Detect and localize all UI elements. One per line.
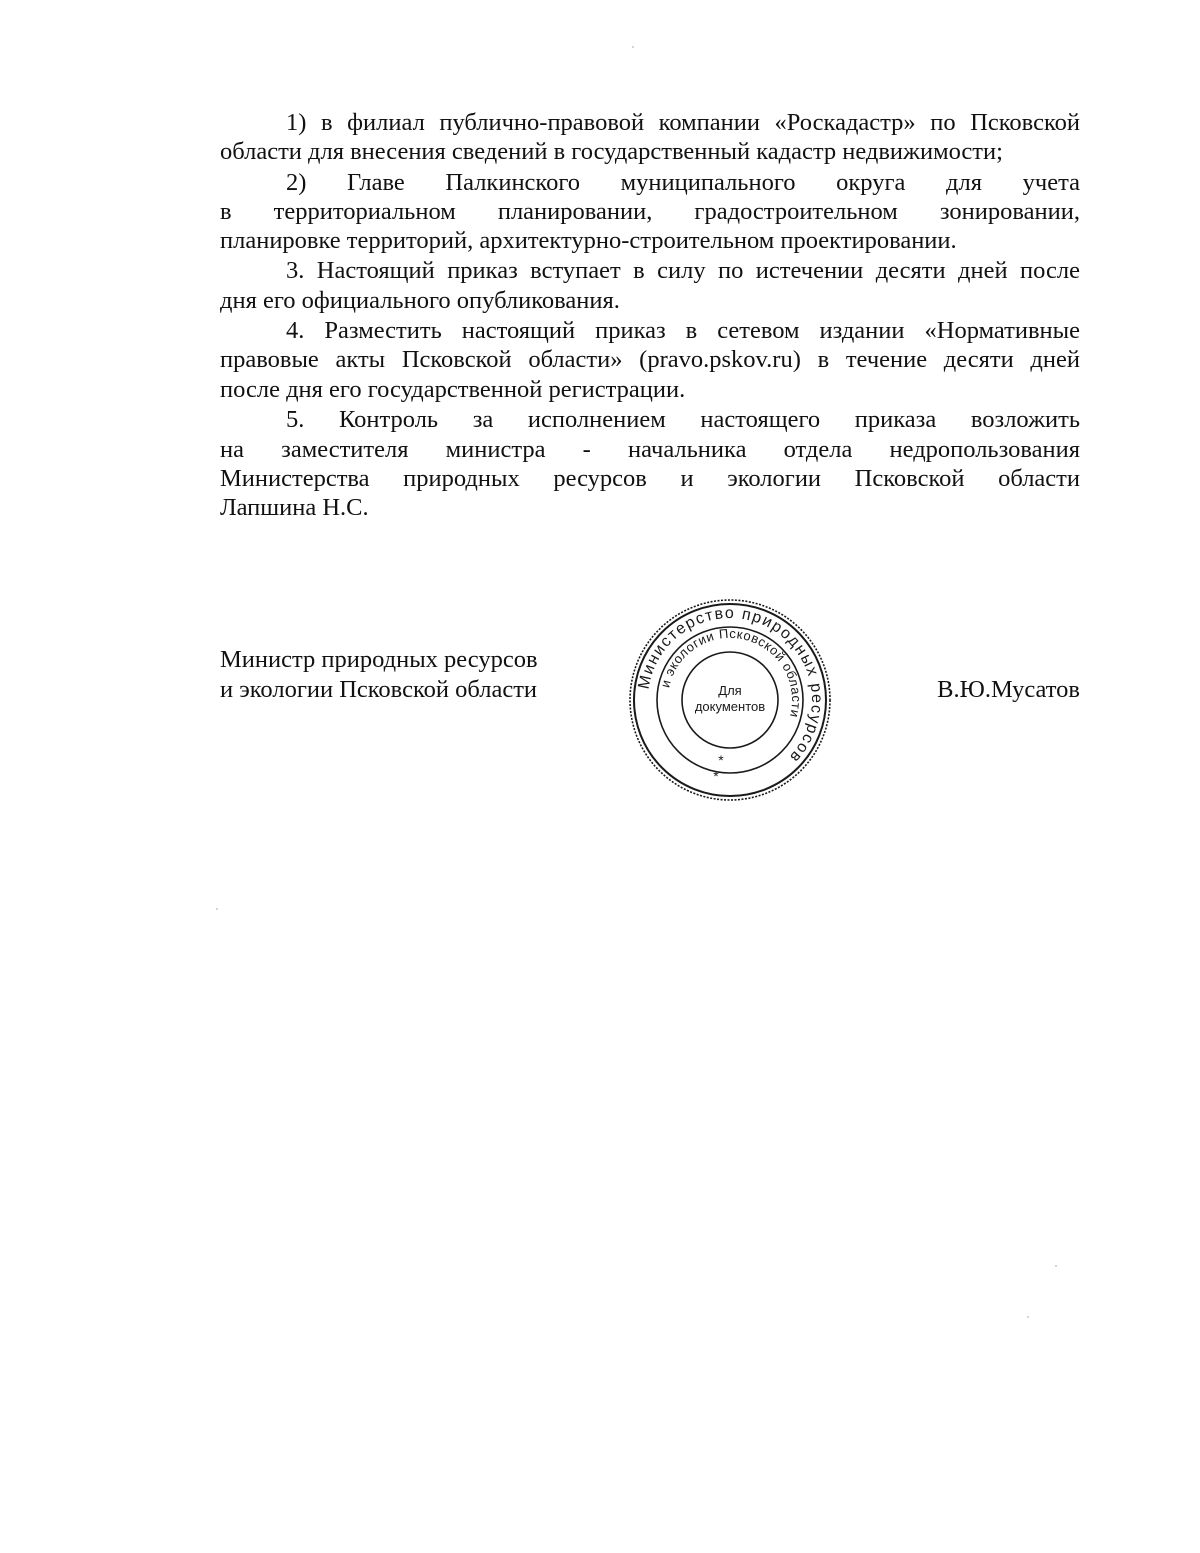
stamp-center-text: Для [718,683,742,698]
text-line: 5. Контроль за исполнением настоящего приказа возложить [286,406,1080,433]
text-line: планировке территорий, архитектурно-строительном проектировании. [220,227,957,254]
signatory-name: В.Ю.Мусатов [937,676,1080,703]
signatory-title-line: и экологии Псковской области [220,676,538,703]
text-line: на заместителя министра - начальника отдела недропользования [220,436,1080,463]
scan-speck [632,46,634,48]
scan-speck [1055,1265,1057,1267]
signatory-title-line: Министр природных ресурсов [220,646,538,673]
official-stamp [625,595,835,805]
text-line: 2) Главе Палкинского муниципального округа для учета [286,169,1080,196]
scan-speck [216,908,218,910]
text-line: Министерства природных ресурсов и экологии Псковской области [220,465,1080,492]
stamp-star-icon: * [718,752,724,768]
stamp-star-icon: * [713,768,719,784]
text-line: 3. Настоящий приказ вступает в силу по истечении десяти дней после [286,257,1080,284]
text-line: области для внесения сведений в государственный кадастр недвижимости; [220,138,1003,165]
text-line: после дня его государственной регистрации. [220,376,686,403]
text-line: дня его официального опубликования. [220,287,620,314]
stamp-outer-text: Министерство природных ресурсов [635,604,826,767]
signatory-title [220,645,538,705]
stamp-inner-text: и экологии Псковской области [657,625,805,720]
text-line: 1) в филиал публично-правовой компании «Роскадастр» по Псковской [286,109,1080,136]
stamp-center-text: документов [694,699,766,714]
scan-speck [1027,1316,1029,1318]
text-line: правовые акты Псковской области» (pravo.pskov.ru) в течение десяти дней [220,346,1080,373]
text-line: Лапшина Н.С. [220,494,369,521]
text-line: в территориальном планировании, градостроительном зонировании, [220,198,1080,225]
text-line: 4. Разместить настоящий приказ в сетевом издании «Нормативные [286,317,1080,344]
